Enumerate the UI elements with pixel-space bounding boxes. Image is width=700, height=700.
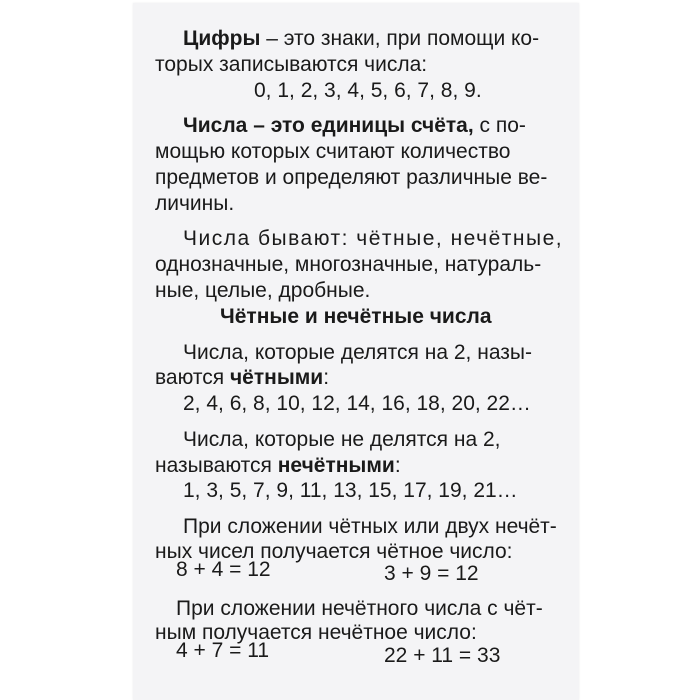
kinds-line-2: однозначные, многозначные, натураль- bbox=[155, 253, 542, 276]
rule1-line-1: При сложении чётных или двух нечёт- bbox=[183, 515, 557, 538]
digits-list: 0, 1, 2, 3, 4, 5, 6, 7, 8, 9. bbox=[254, 79, 482, 102]
numbers-definition-line-1 bbox=[183, 113, 526, 139]
rule1-line-2: ных чисел получается чётное число: bbox=[155, 540, 513, 563]
digits-definition-line-1 bbox=[183, 26, 539, 52]
odd-definition-line-1: Числа, которые не делятся на 2, bbox=[183, 428, 501, 451]
text-span: : bbox=[394, 454, 401, 477]
text-span: : bbox=[323, 366, 330, 389]
rule2-example-right: 22 + 11 = 33 bbox=[384, 644, 501, 667]
rule1-example-left: 8 + 4 = 12 bbox=[176, 558, 271, 581]
rule1-example-right: 3 + 9 = 12 bbox=[384, 562, 479, 585]
numbers-definition-line-3: предметов и определяют различные ве- bbox=[155, 166, 548, 189]
rule2-line-1: При сложении нечётного числа с чёт- bbox=[176, 597, 543, 620]
rule2-example-left: 4 + 7 = 11 bbox=[176, 639, 270, 662]
rule2-line-2: ным получается нечётное число: bbox=[155, 621, 477, 644]
text-span: называются bbox=[155, 454, 278, 477]
numbers-definition-line-2: мощью которых считают количество bbox=[155, 140, 511, 163]
section-title: Чётные и нечётные числа bbox=[220, 305, 492, 328]
text-span: с по- bbox=[473, 114, 526, 137]
odd-definition-line-2 bbox=[155, 453, 401, 479]
digits-definition-line-2: торых записываются числа: bbox=[155, 53, 428, 76]
text-span: ваются bbox=[155, 366, 230, 389]
even-definition-line-1: Числа, которые делятся на 2, назы- bbox=[183, 341, 532, 364]
even-sequence: 2, 4, 6, 8, 10, 12, 14, 16, 18, 20, 22… bbox=[183, 392, 531, 415]
term-digits: Цифры bbox=[183, 27, 261, 50]
term-numbers: Числа – это единицы счёта, bbox=[183, 114, 474, 137]
term-odd: нечётными bbox=[277, 454, 395, 477]
kinds-line-1: Числа бывают: чётные, нечётные, bbox=[183, 227, 564, 250]
odd-sequence: 1, 3, 5, 7, 9, 11, 13, 15, 17, 19, 21… bbox=[183, 479, 518, 502]
even-definition-line-2 bbox=[155, 365, 329, 391]
text-span: – это знаки, при помощи ко- bbox=[260, 27, 540, 50]
term-even: чётными bbox=[229, 366, 324, 389]
numbers-definition-line-4: личины. bbox=[155, 192, 235, 215]
kinds-line-3: ные, целые, дробные. bbox=[155, 279, 371, 302]
